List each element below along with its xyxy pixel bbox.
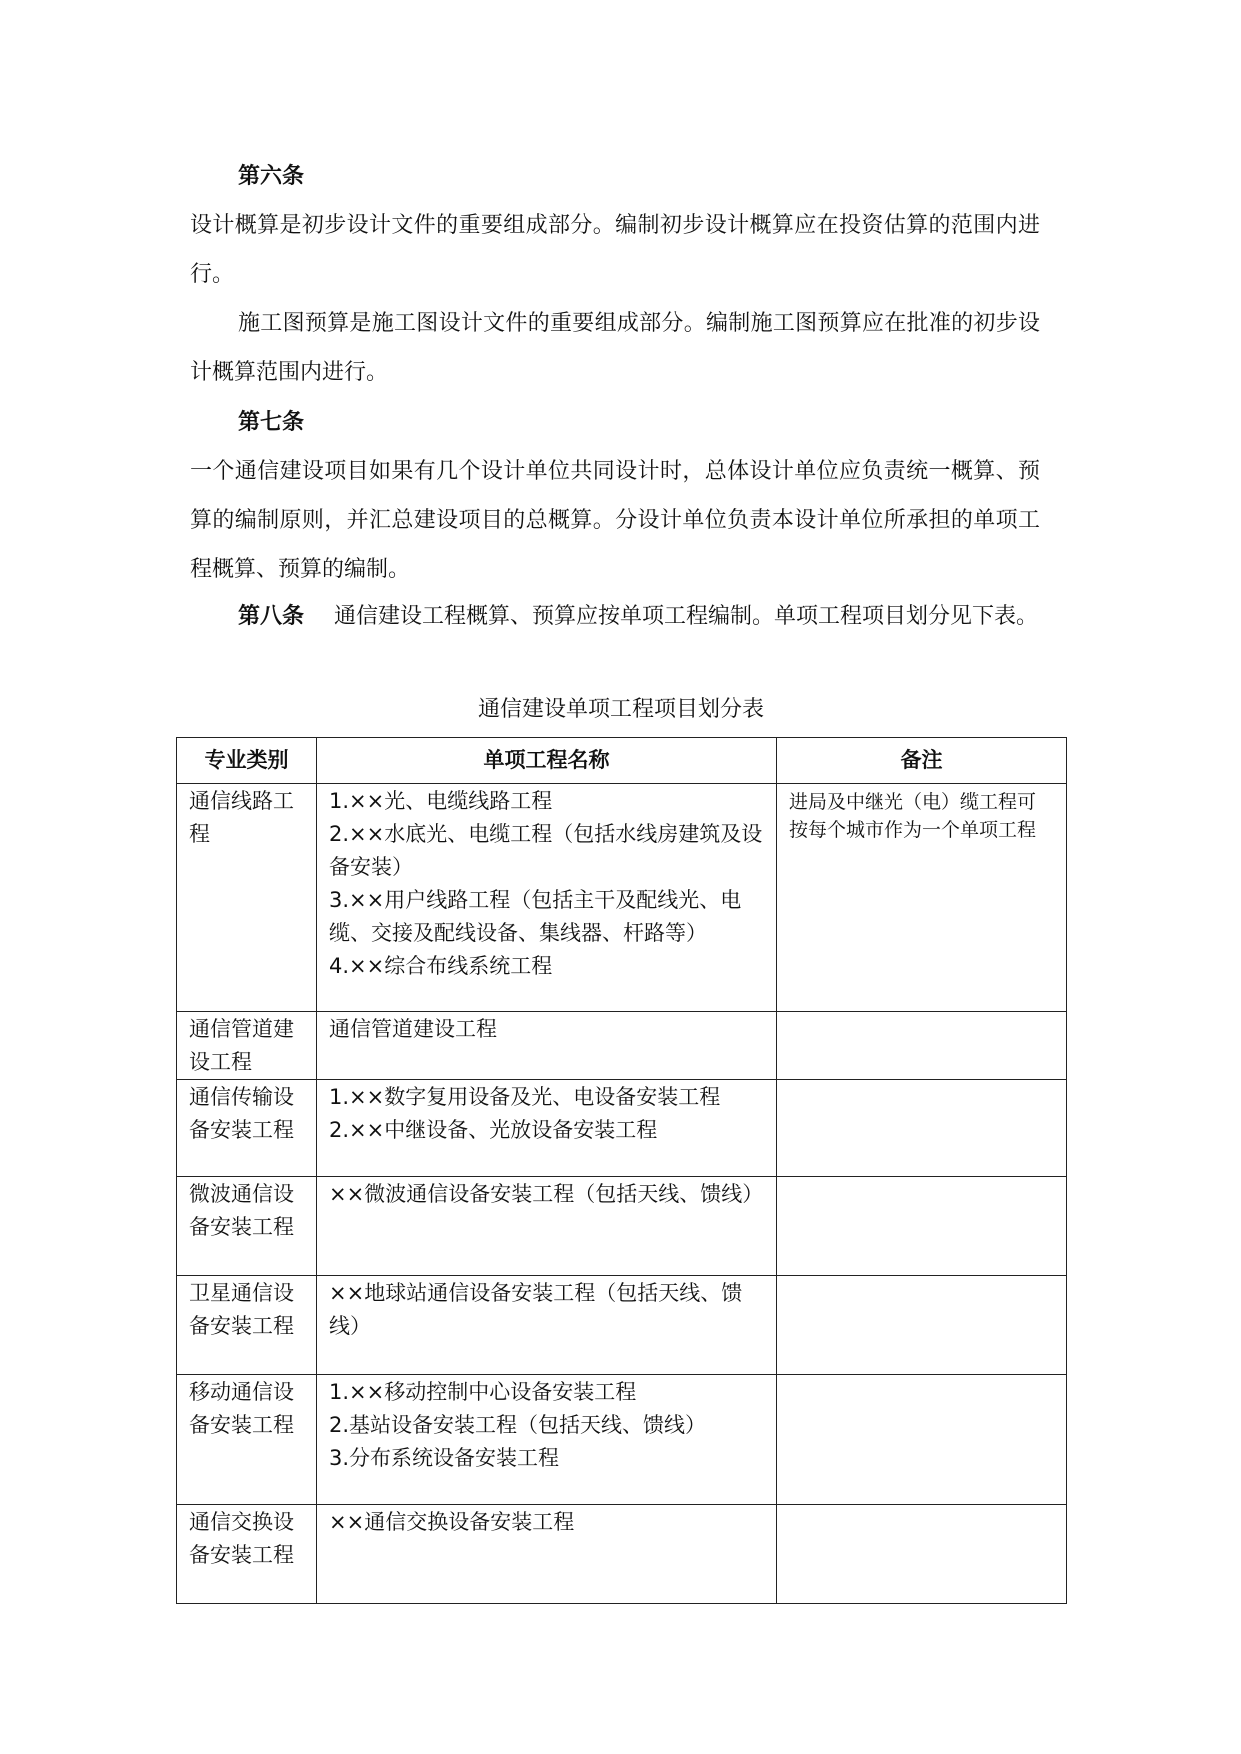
remarks-cell	[777, 1375, 1067, 1505]
remarks-cell	[777, 1505, 1067, 1604]
table-row	[177, 1505, 1067, 1604]
article-8	[190, 592, 1040, 641]
article-8-text: 通信建设工程概算、预算应按单项工程编制。单项工程项目划分见下表。	[334, 604, 1039, 629]
project-item: ××通信交换设备安装工程	[329, 1510, 575, 1534]
remarks-cell	[777, 1276, 1067, 1375]
article-6	[190, 152, 1040, 397]
category-cell: 微波通信设备安装工程	[177, 1177, 317, 1276]
article-7	[190, 398, 1040, 594]
project-item: 2.××中继设备、光放设备安装工程	[329, 1118, 658, 1142]
table-row	[177, 1276, 1067, 1375]
article-7-heading: 第七条	[238, 410, 305, 435]
article-6-paragraph-2: 施工图预算是施工图设计文件的重要组成部分。编制施工图预算应在批准的初步设计概算范围内进行。	[190, 311, 1040, 385]
category-cell: 移动通信设备安装工程	[177, 1375, 317, 1505]
header-remarks: 备注	[777, 738, 1067, 784]
remarks-cell: 进局及中继光（电）缆工程可按每个城市作为一个单项工程	[777, 784, 1067, 1012]
project-item: 3.××用户线路工程（包括主干及配线光、电缆、交接及配线设备、集线器、杆路等）	[329, 888, 742, 945]
project-item: 2.基站设备安装工程（包括天线、馈线）	[329, 1413, 707, 1437]
header-category: 专业类别	[177, 738, 317, 784]
project-cell	[317, 1177, 777, 1276]
category-cell: 通信传输设备安装工程	[177, 1080, 317, 1177]
project-cell	[317, 1276, 777, 1375]
project-item: ××微波通信设备安装工程（包括天线、馈线）	[329, 1182, 764, 1206]
remarks-cell	[777, 1012, 1067, 1080]
table-row	[177, 1080, 1067, 1177]
project-item: 1.××数字复用设备及光、电设备安装工程	[329, 1085, 721, 1109]
table-row	[177, 1012, 1067, 1080]
table-row	[177, 1375, 1067, 1505]
table-caption: 通信建设单项工程项目划分表	[477, 697, 764, 722]
project-item: 4.××综合布线系统工程	[329, 954, 553, 978]
project-cell	[317, 1012, 777, 1080]
project-cell	[317, 1080, 777, 1177]
project-item: 3.分布系统设备安装工程	[329, 1446, 560, 1470]
article-8-heading: 第八条	[238, 604, 305, 629]
category-cell: 通信交换设备安装工程	[177, 1505, 317, 1604]
table-header-row	[177, 738, 1067, 784]
header-project-name: 单项工程名称	[317, 738, 777, 784]
category-cell: 卫星通信设备安装工程	[177, 1276, 317, 1375]
project-item: 1.××光、电缆线路工程	[329, 789, 553, 813]
remarks-cell	[777, 1177, 1067, 1276]
project-cell	[317, 784, 777, 1012]
category-cell: 通信线路工程	[177, 784, 317, 1012]
article-6-paragraph-1: 设计概算是初步设计文件的重要组成部分。编制初步设计概算应在投资估算的范围内进行。	[190, 213, 1040, 287]
article-6-heading: 第六条	[238, 164, 305, 189]
table-row	[177, 784, 1067, 1012]
category-cell: 通信管道建设工程	[177, 1012, 317, 1080]
project-cell	[317, 1375, 777, 1505]
project-item: 通信管道建设工程	[329, 1017, 497, 1041]
project-division-table	[176, 737, 1067, 1604]
remarks-cell	[777, 1080, 1067, 1177]
table-row	[177, 1177, 1067, 1276]
project-item: ××地球站通信设备安装工程（包括天线、馈线）	[329, 1281, 743, 1338]
project-cell	[317, 1505, 777, 1604]
article-7-paragraph: 一个通信建设项目如果有几个设计单位共同设计时，总体设计单位应负责统一概算、预算的编制原则，并汇总建设项目的总概算。分设计单位负责本设计单位所承担的单项工程概算、预算的编制。	[190, 459, 1040, 582]
project-item: 1.××移动控制中心设备安装工程	[329, 1380, 637, 1404]
project-item: 2.××水底光、电缆工程（包括水线房建筑及设备安装）	[329, 822, 763, 879]
